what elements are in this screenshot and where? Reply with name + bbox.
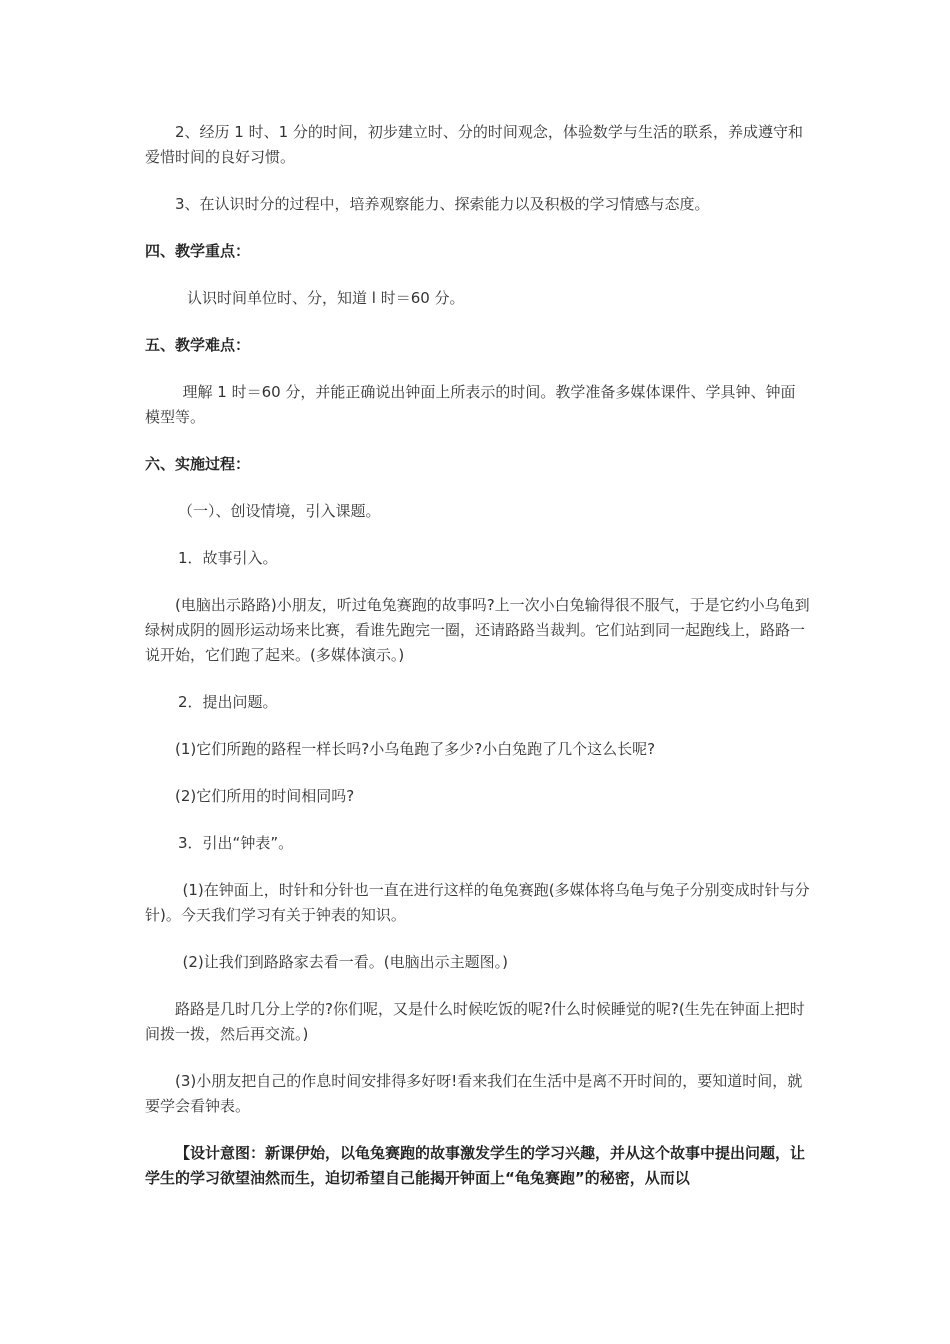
section-1-title: （一）、创设情境，引入课题。 — [178, 502, 381, 520]
clock-intro-1: (1)在钟面上，时针和分针也一直在进行这样的龟兔赛跑(多媒体将乌龟与兔子分别变成时针与分针)。今天我们学习有关于钟表的知识。 — [145, 881, 810, 924]
step-1-title: 1．故事引入。 — [178, 549, 278, 567]
difficulties-text: 理解 1 时＝60 分，并能正确说出钟面上所表示的时间。教学准备多媒体课件、学具钟、钟面模型等。 — [145, 383, 796, 426]
document-page — [145, 120, 810, 1213]
design-intent: 【设计意图：新课伊始，以龟兔赛跑的故事激发学生的学习兴趣，并从这个故事中提出问题，让学生的学习欲望油然而生，迫切希望自己能揭开钟面上“龟兔赛跑”的秘密，从而以 — [145, 1144, 806, 1187]
question-2: (2)它们所用的时间相同吗? — [175, 787, 355, 805]
heading-difficulties: 五、教学难点： — [145, 336, 251, 354]
objective-3: 3、在认识时分的过程中，培养观察能力、探索能力以及积极的学习情感与态度。 — [175, 195, 710, 213]
clock-intro-2: (2)让我们到路路家去看一看。(电脑出示主题图。) — [182, 953, 508, 971]
clock-intro-4: (3)小朋友把自己的作息时间安排得多好呀!看来我们在生活中是离不开时间的，要知道时间，就要学会看钟表。 — [145, 1072, 803, 1115]
heading-process: 六、实施过程： — [145, 455, 251, 473]
key-points-text: 认识时间单位时、分，知道 l 时＝60 分。 — [187, 289, 465, 307]
question-1: (1)它们所跑的路程一样长吗?小乌龟跑了多少?小白兔跑了几个这么长呢? — [175, 740, 656, 758]
heading-key-points: 四、教学重点： — [145, 242, 251, 260]
step-2-title: 2．提出问题。 — [178, 693, 278, 711]
story-paragraph: (电脑出示路路)小朋友，听过龟兔赛跑的故事吗?上一次小白兔输得很不服气，于是它约小乌龟到绿树成阴的圆形运动场来比赛，看谁先跑完一圈，还请路路当裁判。它们站到同一起跑线上，路路一说开始，它们跑了起来。(多媒体演示。) — [145, 596, 810, 664]
clock-intro-3: 路路是几时几分上学的?你们呢，又是什么时候吃饭的呢?什么时候睡觉的呢?(生先在钟面上把时间拨一拨，然后再交流。) — [145, 1000, 805, 1043]
objective-2: 2、经历 1 时、1 分的时间，初步建立时、分的时间观念，体验数学与生活的联系，养成遵守和爱惜时间的良好习惯。 — [145, 123, 803, 166]
step-3-title: 3．引出“钟表”。 — [178, 834, 294, 852]
